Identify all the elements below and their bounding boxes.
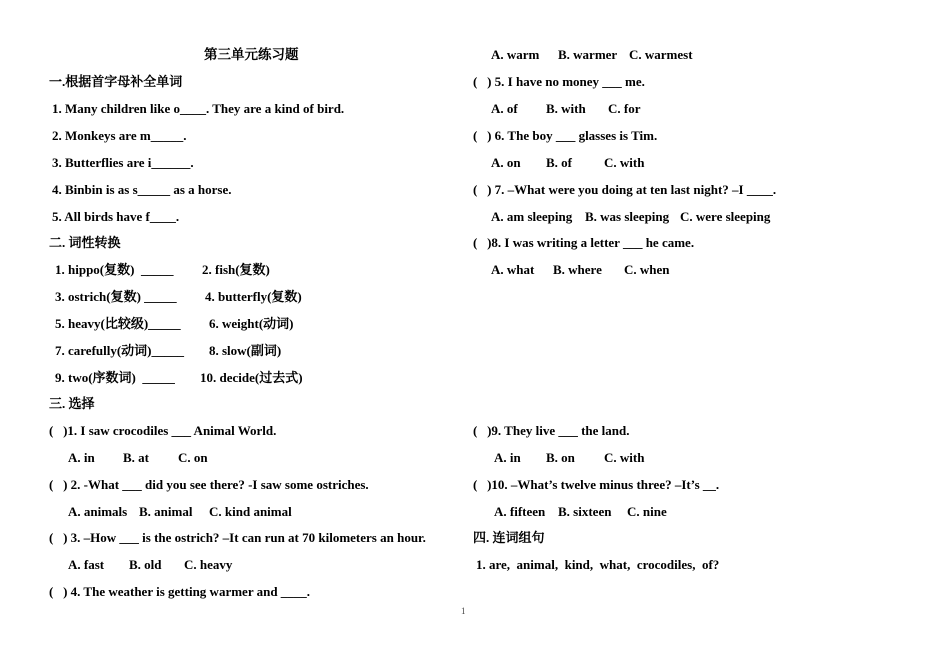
q7-option-b: B. was sleeping <box>585 209 670 224</box>
q7-question: ( ) 7. –What were you doing at ten last night? –I ____. <box>473 182 777 197</box>
q8-option-c: C. when <box>624 262 670 277</box>
q7-option-c: C. were sleeping <box>680 209 771 224</box>
q1-question: ( )1. I saw crocodiles ___ Animal World. <box>49 423 277 438</box>
q4-option-a: A. warm <box>491 47 540 62</box>
section2-item-9: 9. two(序数词) _____ <box>55 370 175 385</box>
section3-heading: 三. 选择 <box>49 396 95 411</box>
page-title: 第三单元练习题 <box>204 47 299 62</box>
q3-option-c: C. heavy <box>184 557 233 572</box>
q9-question: ( )9. They live ___ the land. <box>473 423 630 438</box>
section1-item-5: 5. All birds have f____. <box>52 209 180 224</box>
q4-option-c: C. warmest <box>629 47 693 62</box>
section1-item-2: 2. Monkeys are m_____. <box>52 128 187 143</box>
q9-option-c: C. with <box>604 450 645 465</box>
section2-item-2: 2. fish(复数) <box>202 262 270 277</box>
q2-option-a: A. animals <box>68 504 128 519</box>
q5-question: ( ) 5. I have no money ___ me. <box>473 74 645 89</box>
q6-question: ( ) 6. The boy ___ glasses is Tim. <box>473 128 658 143</box>
section2-item-5: 5. heavy(比较级)_____ <box>55 316 181 331</box>
q9-option-b: B. on <box>546 450 575 465</box>
q7-option-a: A. am sleeping <box>491 209 573 224</box>
q8-option-a: A. what <box>491 262 535 277</box>
q6-option-c: C. with <box>604 155 645 170</box>
q5-option-b: B. with <box>546 101 586 116</box>
section2-heading: 二. 词性转换 <box>49 235 121 250</box>
section2-item-1: 1. hippo(复数) _____ <box>55 262 174 277</box>
q4-question: ( ) 4. The weather is getting warmer and ____. <box>49 584 311 599</box>
section2-item-4: 4. butterfly(复数) <box>205 289 302 304</box>
q10-question: ( )10. –What’s twelve minus three? –It’s __. <box>473 477 720 492</box>
q5-option-c: C. for <box>608 101 641 116</box>
page-number: 1 <box>461 606 466 616</box>
section1-item-4: 4. Binbin is as s_____ as a horse. <box>52 182 232 197</box>
q8-option-b: B. where <box>553 262 602 277</box>
section2-item-6: 6. weight(动词) <box>209 316 294 331</box>
section4-heading: 四. 连词组句 <box>473 530 545 545</box>
q1-option-c: C. on <box>178 450 208 465</box>
section1-heading: 一.根据首字母补全单词 <box>49 74 183 89</box>
section2-item-3: 3. ostrich(复数) _____ <box>55 289 177 304</box>
q6-option-a: A. on <box>491 155 521 170</box>
q10-option-c: C. nine <box>627 504 667 519</box>
q4-option-b: B. warmer <box>558 47 618 62</box>
section4-item-1: 1. are, animal, kind, what, crocodiles, of? <box>476 557 720 572</box>
q6-option-b: B. of <box>546 155 572 170</box>
section2-item-10: 10. decide(过去式) <box>200 370 303 385</box>
q2-question: ( ) 2. -What ___ did you see there? -I saw some ostriches. <box>49 477 369 492</box>
q8-question: ( )8. I was writing a letter ___ he came. <box>473 235 695 250</box>
q3-option-b: B. old <box>129 557 162 572</box>
section2-item-8: 8. slow(副词) <box>209 343 282 358</box>
q2-option-b: B. animal <box>139 504 193 519</box>
q3-option-a: A. fast <box>68 557 105 572</box>
q10-option-a: A. fifteen <box>494 504 546 519</box>
section1-item-1: 1. Many children like o____. They are a kind of bird. <box>52 101 345 116</box>
q3-question: ( ) 3. –How ___ is the ostrich? –It can run at 70 kilometers an hour. <box>49 530 426 545</box>
section1-item-3: 3. Butterflies are i______. <box>52 155 194 170</box>
q5-option-a: A. of <box>491 101 518 116</box>
q9-option-a: A. in <box>494 450 521 465</box>
q1-option-a: A. in <box>68 450 95 465</box>
q10-option-b: B. sixteen <box>558 504 612 519</box>
q1-option-b: B. at <box>123 450 149 465</box>
q2-option-c: C. kind animal <box>209 504 292 519</box>
section2-item-7: 7. carefully(动词)_____ <box>55 343 185 358</box>
